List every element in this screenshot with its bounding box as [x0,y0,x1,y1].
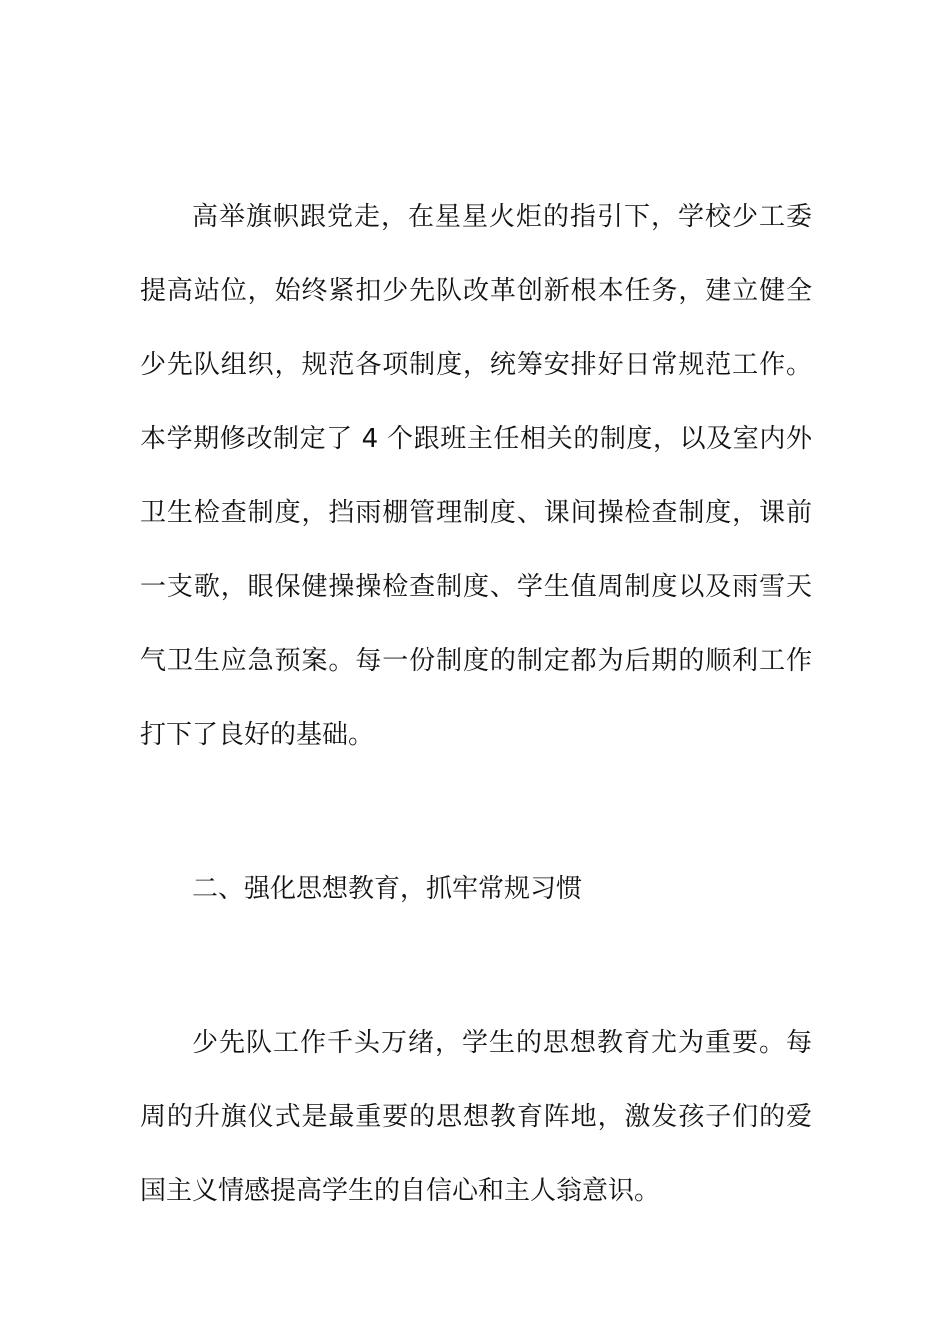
paragraph-spacer [140,926,812,1006]
document-body [140,180,812,1228]
section-heading: 二、强化思想教育，抓牢常规习惯 [192,874,583,904]
paragraph-education: 少先队工作千头万绪，学生的思想教育尤为重要。每周的升旗仪式是最重要的思想教育阵地，激发孩子们的爱国主义情感提高学生的自信心和主人翁意识。 [140,1028,812,1206]
paragraph-rules: 高举旗帜跟党走，在星星火炬的指引下，学校少工委提高站位，始终紧扣少先队改革创新根本任务，建立健全少先队组织，规范各项制度，统筹安排好日常规范工作。本学期修改制定了 4 个跟班主任相关的制度，以及室内外卫生检查制度，挡雨棚管理制度、课间操检查制度，课前一支歌，眼保健操操检查制度、学生值周制度以及雨雪天气卫生应急预案。每一份制度的制定都为后期的顺利工作打下了良好的基础。 [140,202,812,750]
paragraph-spacer [140,772,812,852]
